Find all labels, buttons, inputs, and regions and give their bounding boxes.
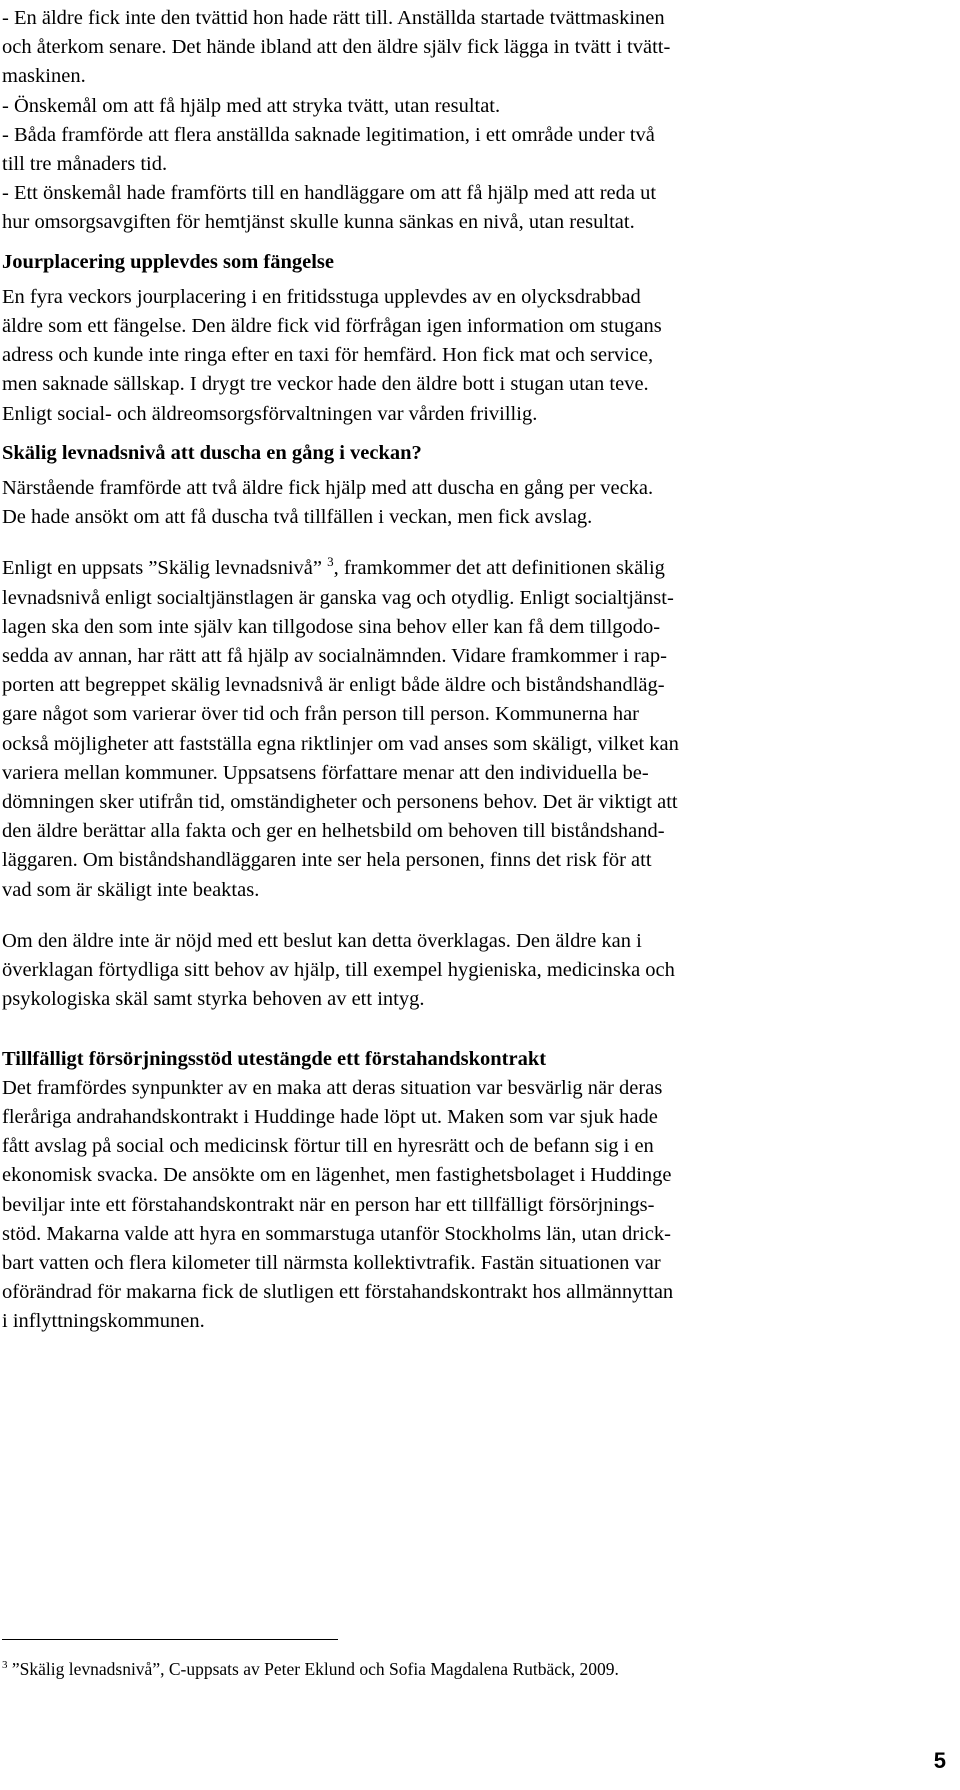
footnote-reference: 3 [327, 554, 334, 570]
text-line: äldre som ett fängelse. Den äldre fick vid förfrågan igen information om stugans [2, 315, 662, 338]
text-line: Om den äldre inte är nöjd med ett beslut kan detta överklagas. Den äldre kan i [2, 929, 642, 952]
paragraph-tillfalligt [2, 1074, 946, 1337]
text-line: - Önskemål om att få hjälp med att stryka tvätt, utan resultat. [2, 94, 501, 117]
text-line: men saknade sällskap. I drygt tre veckor hade den äldre bott i stugan utan teve. [2, 373, 649, 396]
text-line: levnadsnivå enligt socialtjänstlagen är ganska vag och otydlig. Enligt socialtjänst- [2, 586, 674, 609]
text-fragment: , framkommer det att definitionen skälig [333, 557, 665, 580]
text-line: fleråriga andrahandskontrakt i Huddinge hade löpt ut. Maken som var sjuk hade [2, 1105, 658, 1128]
section-heading-jourplacering: Jourplacering upplevdes som fängelse [2, 250, 334, 273]
text-line: variera mellan kommuner. Uppsatsens författare menar att den individuella be- [2, 761, 649, 784]
section-heading-skalig-levnadsniva: Skälig levnadsnivå att duscha en gång i veckan? [2, 441, 422, 464]
spacer [2, 532, 946, 554]
text-line: maskinen. [2, 65, 86, 88]
text-line: i inflyttningskommunen. [2, 1310, 205, 1333]
section-heading-tillfalligt-forsorjningsstod: Tillfälligt försörjningsstöd utestängde ett förstahandskontrakt [2, 1047, 547, 1070]
text-line: bart vatten och flera kilometer till närmsta kollektivtrafik. Fastän situationen var [2, 1251, 661, 1274]
footnote-separator [2, 1639, 338, 1640]
text-line: - En äldre fick inte den tvättid hon hade rätt till. Anställda startade tvättmaskinen [2, 7, 665, 29]
text-line: vad som är skäligt inte beaktas. [2, 878, 260, 901]
text-line: - Båda framförde att flera anställda saknade legitimation, i ett område under två [2, 123, 655, 146]
text-line: överklagan förtydliga sitt behov av hjälp, till exempel hygieniska, medicinska och [2, 959, 675, 982]
paragraph-skalig-uppsats [2, 554, 946, 904]
footnote-text: ”Skälig levnadsnivå”, C-uppsats av Peter Eklund och Sofia Magdalena Rutbäck, 2009. [7, 1659, 619, 1679]
paragraph-jourplacering [2, 283, 946, 429]
text-line: hur omsorgsavgiften för hemtjänst skulle kunna sänkas en nivå, utan resultat. [2, 211, 635, 234]
page-number: 5 [933, 1748, 946, 1773]
text-line: De hade ansökt om att få duscha två tillfällen i veckan, men fick avslag. [2, 506, 593, 529]
spacer [2, 238, 946, 248]
text-line: sedda av annan, har rätt att få hjälp av socialnämnden. Vidare framkommer i rap- [2, 645, 667, 668]
text-line: adress och kunde inte ringa efter en taxi för hemfärd. Hon fick mat och service, [2, 344, 654, 367]
footnote-marker: 3 [2, 1659, 8, 1671]
text-line-with-footnote [2, 554, 946, 583]
text-line: En fyra veckors jourplacering i en fritidsstuga upplevdes av en olycksdrabbad [2, 285, 641, 308]
text-line: läggaren. Om biståndshandläggaren inte ser hela personen, finns det risk för att [2, 849, 652, 872]
intro-list [2, 4, 946, 238]
text-line: och återkom senare. Det hände ibland att den äldre själv fick lägga in tvätt i tvätt- [2, 36, 671, 59]
text-line: oförändrad för makarna fick de slutligen ett förstahandskontrakt hos allmännyttan [2, 1281, 674, 1304]
text-line: till tre månaders tid. [2, 153, 168, 176]
text-line: porten att begreppet skälig levnadsnivå är enligt både äldre och biståndshandläg- [2, 674, 665, 697]
page-body [2, 4, 946, 1337]
paragraph-overklagan [2, 927, 946, 1015]
text-line: - Ett önskemål hade framförts till en handläggare om att få hjälp med att reda ut [2, 182, 657, 205]
text-line: ekonomisk svacka. De ansökte om en lägenhet, men fastighetsbolaget i Huddinge [2, 1164, 672, 1187]
spacer [2, 1015, 946, 1045]
spacer [2, 429, 946, 439]
text-line: psykologiska skäl samt styrka behoven av ett intyg. [2, 988, 425, 1011]
text-line: Det framfördes synpunkter av en maka att deras situation var besvärlig när deras [2, 1076, 663, 1099]
text-line: Enligt social- och äldreomsorgsförvaltningen var vården frivillig. [2, 402, 538, 425]
text-fragment: Enligt en uppsats ”Skälig levnadsnivå” [2, 557, 328, 580]
footnote [2, 1657, 619, 1681]
text-line: också möjligheter att fastställa egna riktlinjer om vad anses som skäligt, vilket kan [2, 732, 679, 755]
text-line: stöd. Makarna valde att hyra en sommarstuga utanför Stockholms län, utan drick- [2, 1222, 671, 1245]
text-line: den äldre berättar alla fakta och ger en helhetsbild om behoven till biståndshand- [2, 820, 665, 843]
text-line: lagen ska den som inte själv kan tillgodose sina behov eller kan få dem tillgodo- [2, 615, 661, 638]
text-line: beviljar inte ett förstahandskontrakt när en person har ett tillfälligt försörjnings- [2, 1193, 655, 1216]
spacer [2, 905, 946, 927]
text-line: fått avslag på social och medicinsk förtur till en hyresrätt och de befann sig i en [2, 1135, 654, 1158]
text-line: Närstående framförde att två äldre fick hjälp med att duscha en gång per vecka. [2, 477, 654, 500]
text-line: gare något som varierar över tid och från person till person. Kommunerna har [2, 703, 639, 726]
paragraph-skalig-intro [2, 474, 946, 532]
text-line: dömningen sker utifrån tid, omständigheter och personens behov. Det är viktigt att [2, 791, 678, 814]
